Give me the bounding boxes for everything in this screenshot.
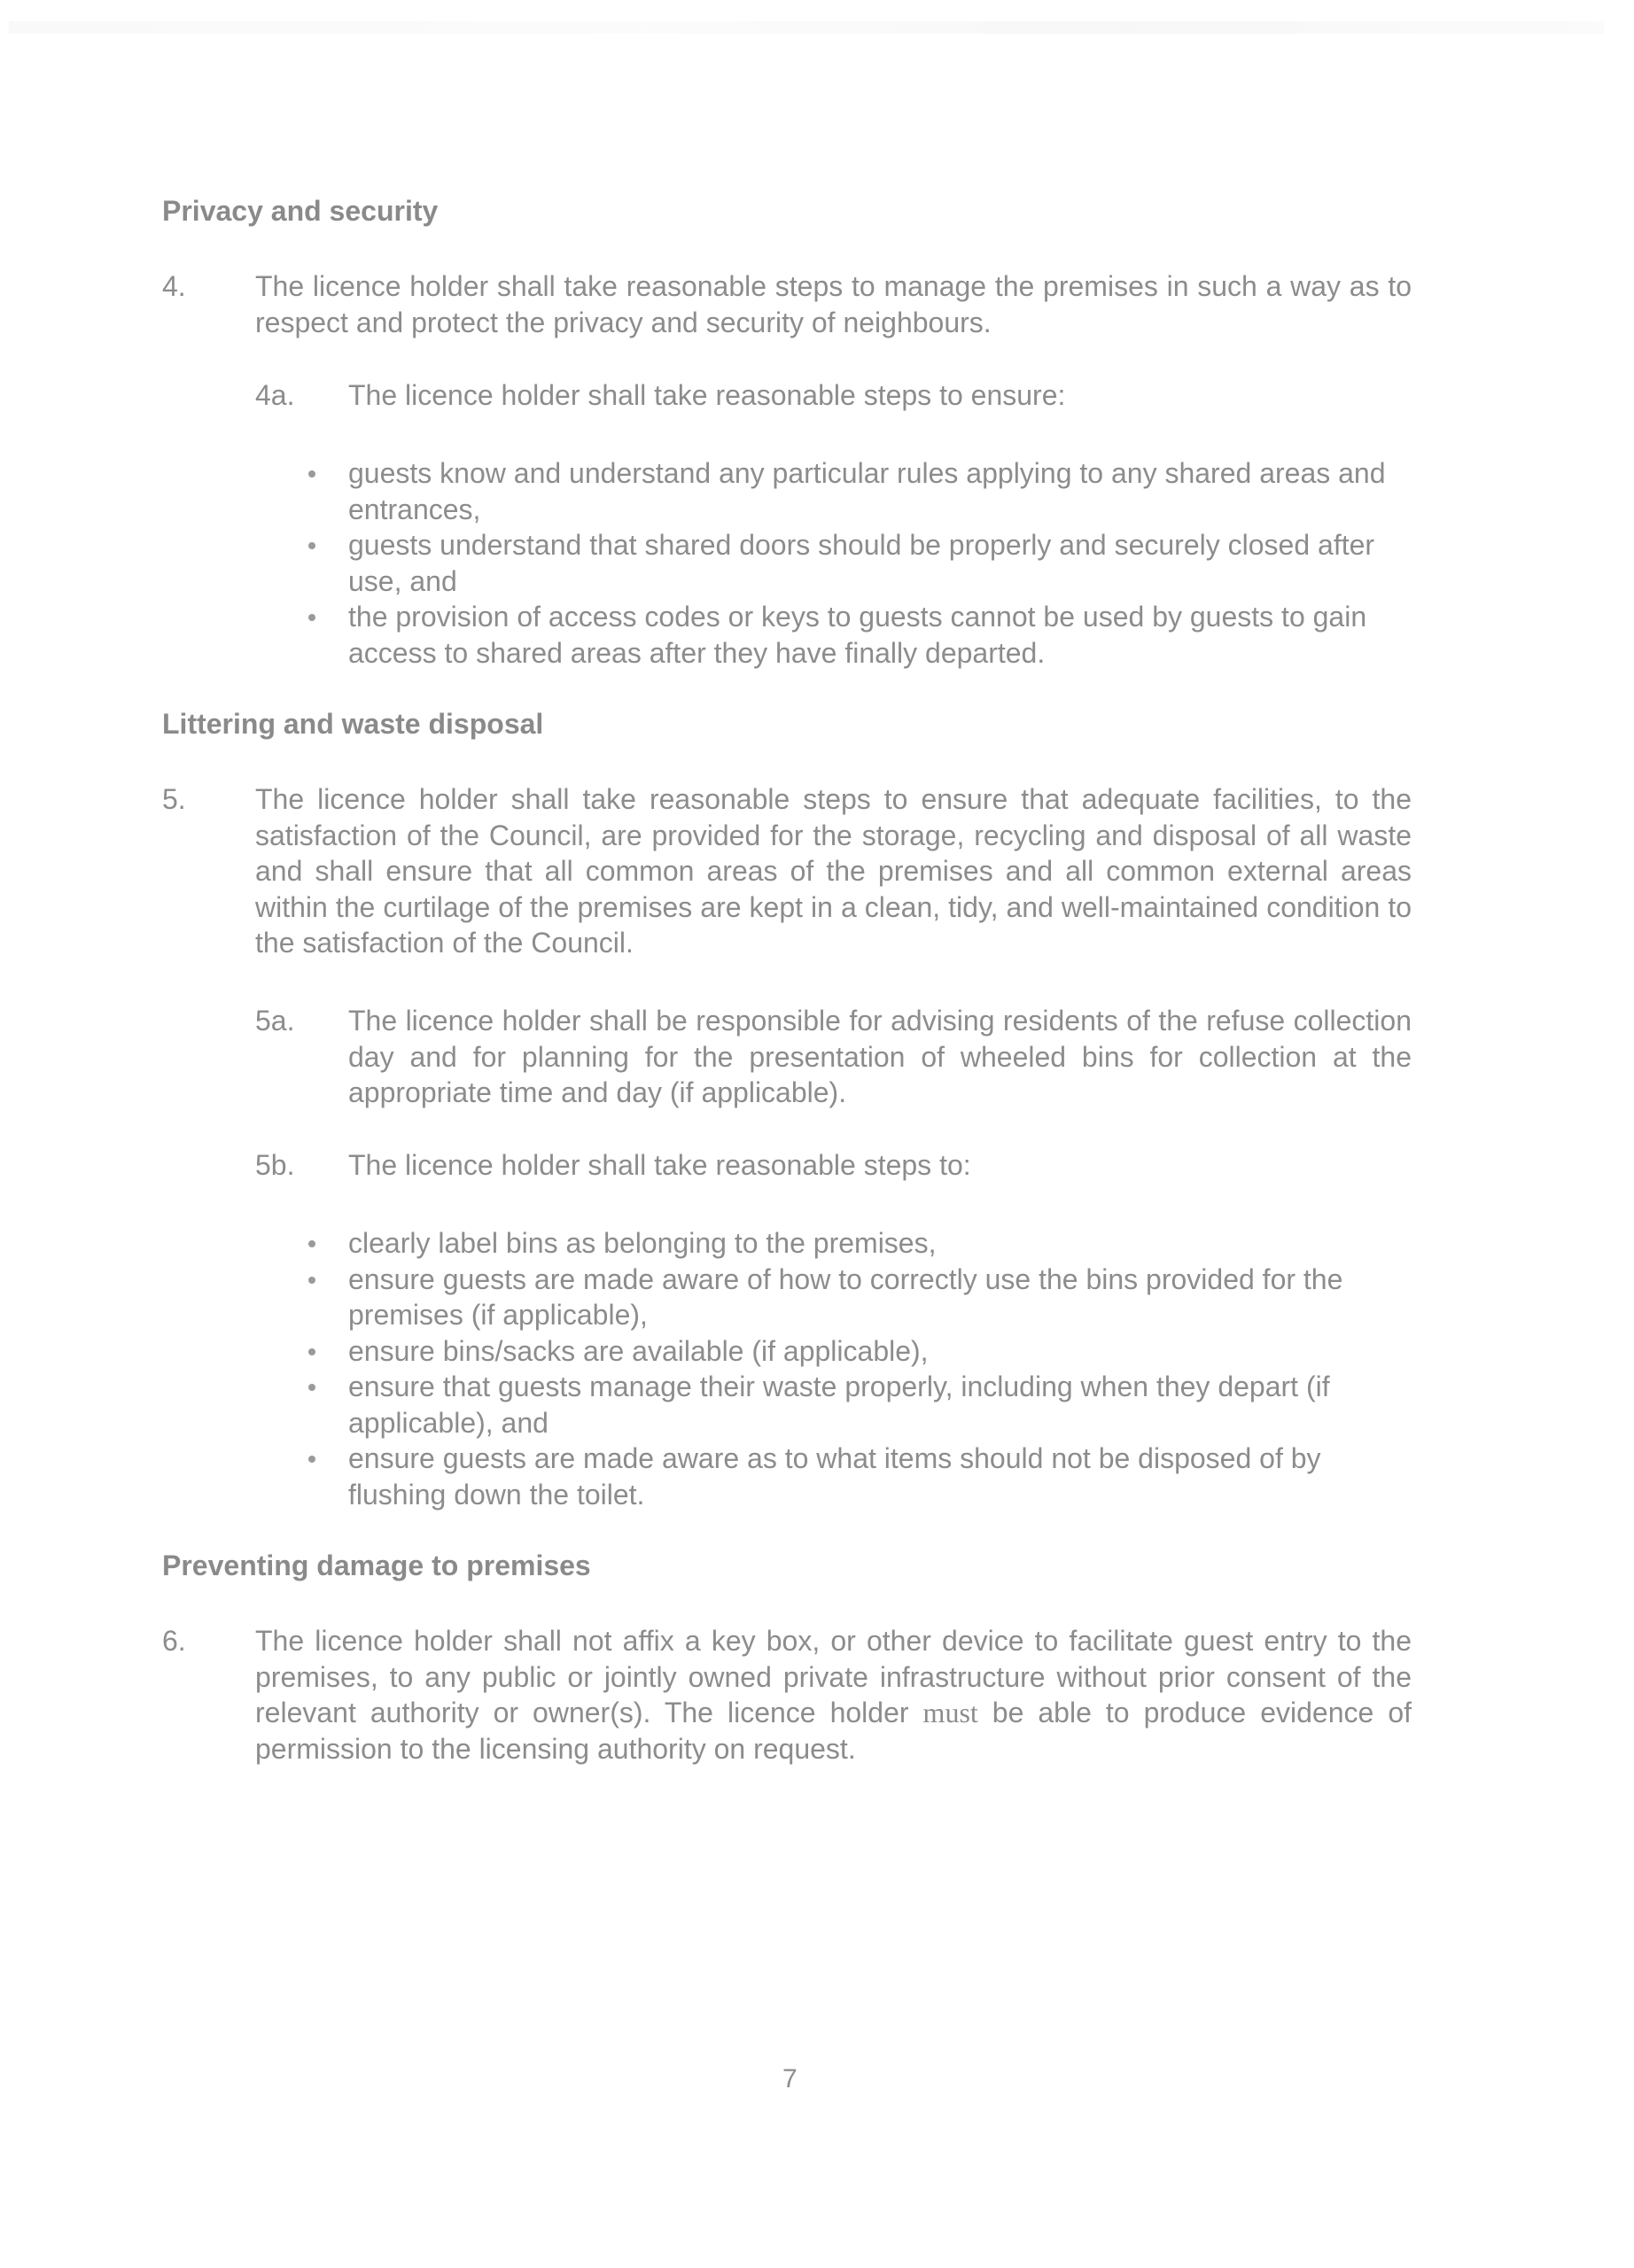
clause-number-5b: 5b.	[255, 1149, 295, 1181]
bullet-icon	[308, 542, 315, 549]
list-item: guests know and understand any particular rules applying to any shared areas and entrances,	[348, 455, 1412, 527]
section-heading-preventing-damage: Preventing damage to premises	[162, 1550, 591, 1581]
clause-number-6: 6.	[162, 1625, 186, 1657]
clause-number-5a: 5a.	[255, 1005, 295, 1037]
section-heading-littering: Littering and waste disposal	[162, 708, 544, 740]
bullet-icon	[308, 1240, 315, 1247]
bullet-icon	[308, 1348, 315, 1355]
section-heading-privacy: Privacy and security	[162, 195, 439, 227]
list-item: ensure that guests manage their waste properly, including when they depart (if applicable), and	[348, 1369, 1412, 1441]
clause-5b-bullet-list	[348, 1225, 1412, 1512]
clause-number-4: 4.	[162, 270, 186, 302]
emphasis-must: must	[922, 1697, 978, 1728]
bullet-icon	[308, 470, 315, 478]
clause-number-4a: 4a.	[255, 379, 295, 411]
list-item: ensure guests are made aware as to what items should not be disposed of by flushing down the toilet.	[348, 1441, 1412, 1512]
clause-4-text: The licence holder shall take reasonable steps to manage the premises in such a way as to respect and protect the privacy and security of neighbours.	[255, 270, 1412, 338]
list-item: guests understand that shared doors should be properly and securely closed after use, and	[348, 527, 1412, 599]
page-number: 7	[782, 2064, 798, 2093]
bullet-icon	[308, 1277, 315, 1284]
bullet-icon	[308, 1384, 315, 1391]
list-item: clearly label bins as belonging to the premises,	[348, 1225, 1412, 1262]
clause-number-5: 5.	[162, 783, 186, 815]
list-item: the provision of access codes or keys to guests cannot be used by guests to gain access to shared areas after they have finally departed.	[348, 599, 1412, 671]
clause-5-text: The licence holder shall take reasonable steps to ensure that adequate facilities, to the satisfaction of the Council, are provided for the storage, recycling and disposal of all waste and shall ensure that all common areas of the premises and all common external areas within the curtilage of the premises are kept in a clean, tidy, and well-maintained condition to the satisfaction of the Council.	[255, 783, 1412, 959]
bullet-icon	[308, 614, 315, 621]
clause-5b-text: The licence holder shall take reasonable steps to:	[348, 1149, 971, 1181]
bullet-icon	[308, 1456, 315, 1463]
clause-6-text: The licence holder shall not affix a key box, or other device to facilitate guest entry to the premises, to any public or jointly owned private infrastructure without prior consent of the relevant authority or owner(s). The licence holder must be able to produce evidence of permission to the licensing authority on request.	[255, 1625, 1412, 1765]
list-item: ensure guests are made aware of how to correctly use the bins provided for the premises (if applicable),	[348, 1262, 1412, 1333]
list-item: ensure bins/sacks are available (if applicable),	[348, 1333, 1412, 1370]
clause-5a-text: The licence holder shall be responsible for advising residents of the refuse collection day and for planning for the presentation of wheeled bins for collection at the appropriate time and day (if applicable).	[348, 1005, 1412, 1108]
clause-4a-text: The licence holder shall take reasonable steps to ensure:	[348, 379, 1066, 411]
clause-4a-bullet-list	[348, 455, 1412, 671]
scan-artifact	[9, 21, 1604, 34]
